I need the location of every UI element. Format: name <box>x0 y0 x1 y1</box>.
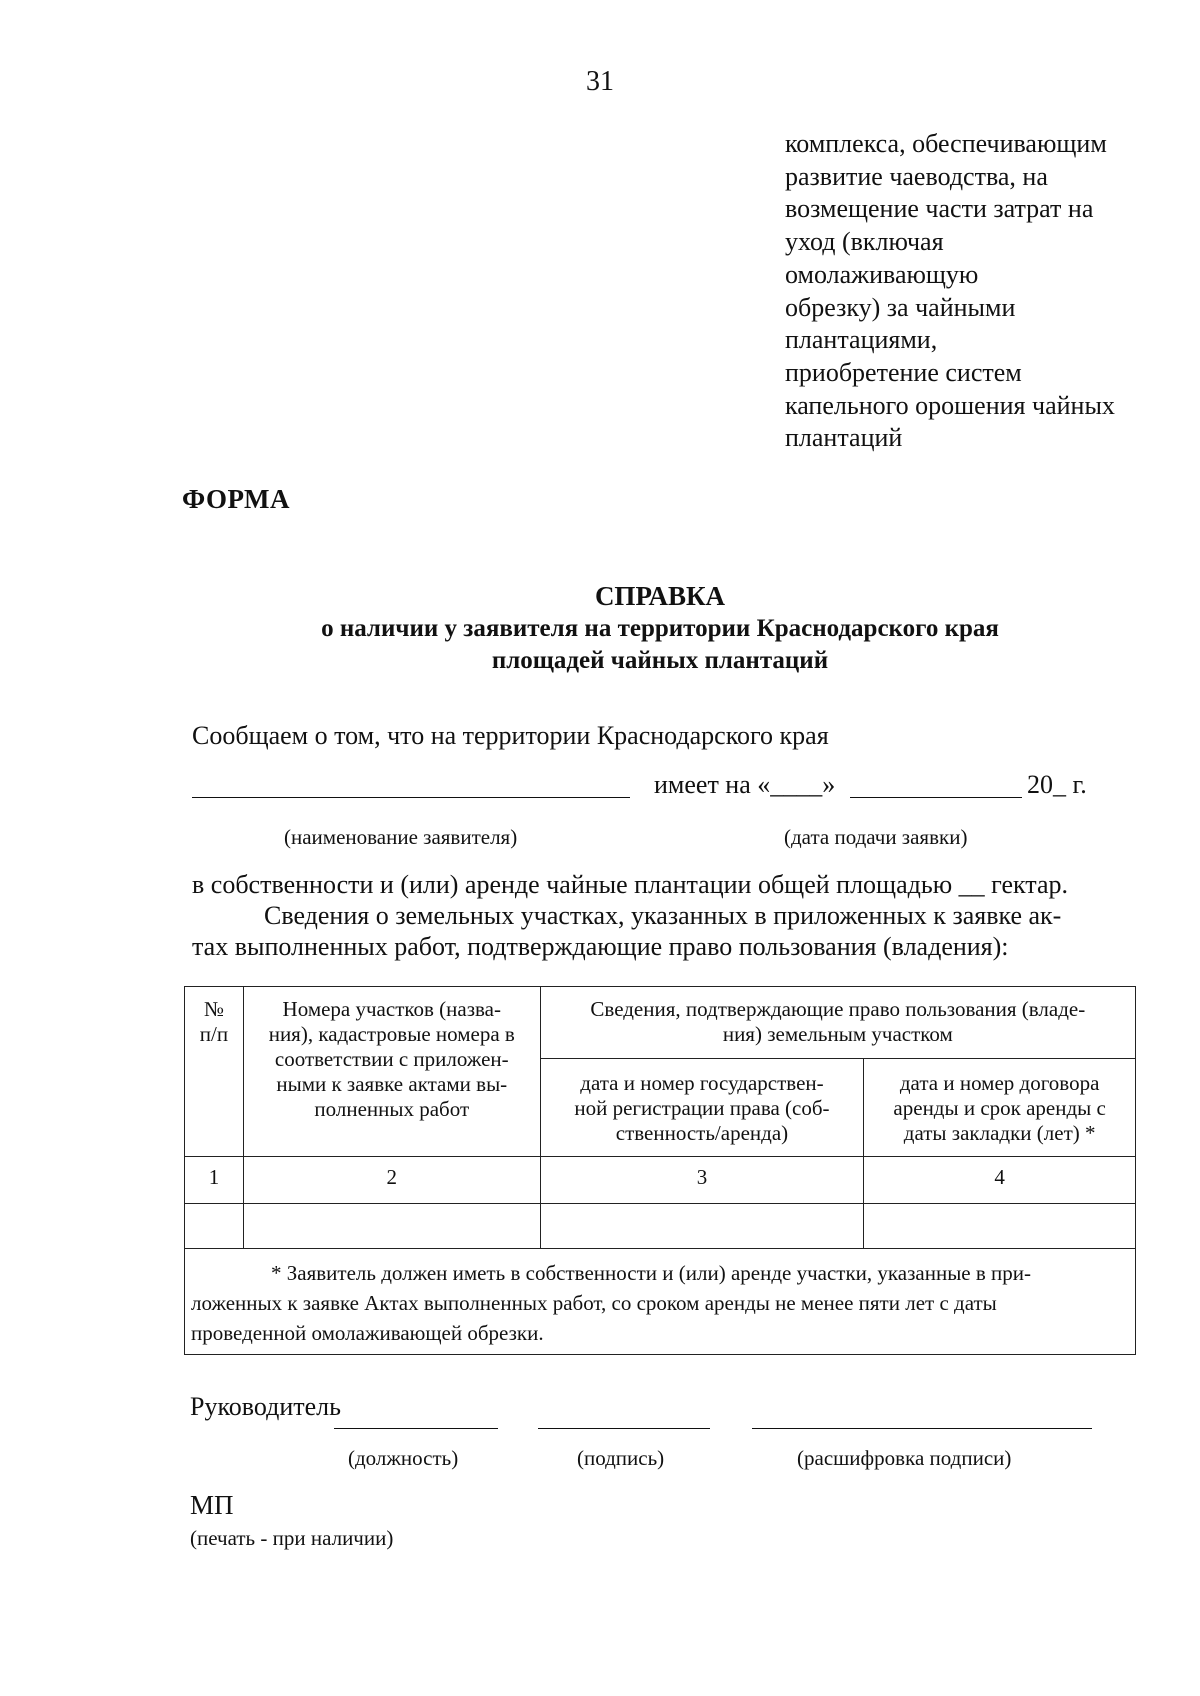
decoding-line <box>752 1428 1092 1429</box>
mp-label: МП <box>190 1490 234 1520</box>
year-text: 20_ г. <box>1027 770 1087 799</box>
signature-caption: (подпись) <box>577 1446 665 1470</box>
header-text: Сведения, подтверждающие право пользования (владе- <box>590 997 1086 1021</box>
header-note-line: возмещение части затрат на <box>785 194 1094 224</box>
info-text-line-2: тах выполненных работ, подтверждающие право пользования (владения): <box>192 932 1009 961</box>
column-number-cell: 3 <box>540 1157 864 1204</box>
header-note-line: омолаживающую <box>785 259 979 289</box>
header-text: ной регистрации права (соб- <box>574 1096 830 1120</box>
header-note-line: плантациями, <box>785 325 938 355</box>
header-cell-plots <box>243 987 540 1157</box>
signature-line <box>538 1428 710 1429</box>
header-text: ния) земельным участком <box>722 1022 953 1046</box>
header-note-line: обрезку) за чайными <box>785 292 1016 322</box>
info-text-line-1: Сведения о земельных участках, указанных в приложенных к заявке ак- <box>264 901 1062 930</box>
header-note-line: капельного орошения чайных <box>785 390 1115 420</box>
header-cell-lease <box>864 1059 1136 1157</box>
date-caption: (дата подачи заявки) <box>784 825 968 849</box>
header-text: аренды и срок аренды с <box>893 1096 1106 1120</box>
header-text: п/п <box>199 1022 229 1046</box>
head-label: Руководитель <box>190 1392 341 1421</box>
document-title: СПРАВКА <box>594 581 726 611</box>
decoding-caption: (расшифровка подписи) <box>797 1446 1012 1470</box>
applicant-name-line <box>192 797 630 798</box>
header-note-line: плантаций <box>785 423 903 453</box>
header-text: даты закладки (лет) * <box>903 1121 1096 1145</box>
intro-text: Сообщаем о том, что на территории Краснодарского края <box>192 721 829 750</box>
plots-table <box>184 986 1136 1355</box>
header-text: ными к заявке актами вы- <box>276 1072 508 1096</box>
header-cell-registration <box>540 1059 864 1157</box>
header-text: ния), кадастровые номера в <box>268 1022 515 1046</box>
position-caption: (должность) <box>348 1446 459 1470</box>
footnote-line: проведенной омолаживающей обрезки. <box>191 1321 544 1345</box>
page-number: 31 <box>586 66 614 97</box>
header-text: соответствии с приложен- <box>274 1047 509 1071</box>
document-subtitle-line-1: о наличии у заявителя на территории Краснодарского края <box>321 615 999 642</box>
table-cell-empty[interactable] <box>540 1204 864 1249</box>
header-text: дата и номер договора <box>899 1071 1100 1095</box>
table-footnote <box>185 1249 1136 1355</box>
applicant-caption: (наименование заявителя) <box>284 825 518 849</box>
header-text: полненных работ <box>314 1097 470 1121</box>
table-cell-empty[interactable] <box>243 1204 540 1249</box>
stamp-caption: (печать - при наличии) <box>190 1526 394 1550</box>
date-line <box>850 797 1022 798</box>
header-cell-number <box>185 987 244 1157</box>
header-note-line: развитие чаеводства, на <box>785 161 1048 191</box>
footnote-line: ложенных к заявке Актах выполненных работ, со сроком аренды не менее пяти лет с даты <box>191 1291 997 1315</box>
has-on-text: имеет на «____» <box>654 770 836 799</box>
table-cell-empty[interactable] <box>864 1204 1136 1249</box>
document-subtitle-line-2: площадей чайных плантаций <box>491 647 829 674</box>
column-number-cell: 2 <box>243 1157 540 1204</box>
header-cell-rights-group <box>540 987 1135 1059</box>
forma-label: ФОРМА <box>182 484 290 514</box>
position-line <box>334 1428 498 1429</box>
ownership-text: в собственности и (или) аренде чайные плантации общей площадью __ гектар. <box>192 870 1068 899</box>
header-text: Номера участков (назва- <box>282 997 501 1021</box>
header-text: ственность/аренда) <box>615 1121 789 1145</box>
header-note <box>785 128 1165 455</box>
header-note-line: приобретение систем <box>785 357 1022 387</box>
header-note-line: уход (включая <box>785 227 944 257</box>
column-number-cell: 4 <box>864 1157 1136 1204</box>
header-text: № <box>203 997 224 1021</box>
header-note-line: комплекса, обеспечивающим <box>785 129 1107 158</box>
header-text: дата и номер государствен- <box>580 1071 824 1095</box>
table-cell-empty[interactable] <box>185 1204 244 1249</box>
column-number-cell: 1 <box>185 1157 244 1204</box>
footnote-line: * Заявитель должен иметь в собственности и (или) аренде участки, указанные в при- <box>271 1261 1032 1285</box>
